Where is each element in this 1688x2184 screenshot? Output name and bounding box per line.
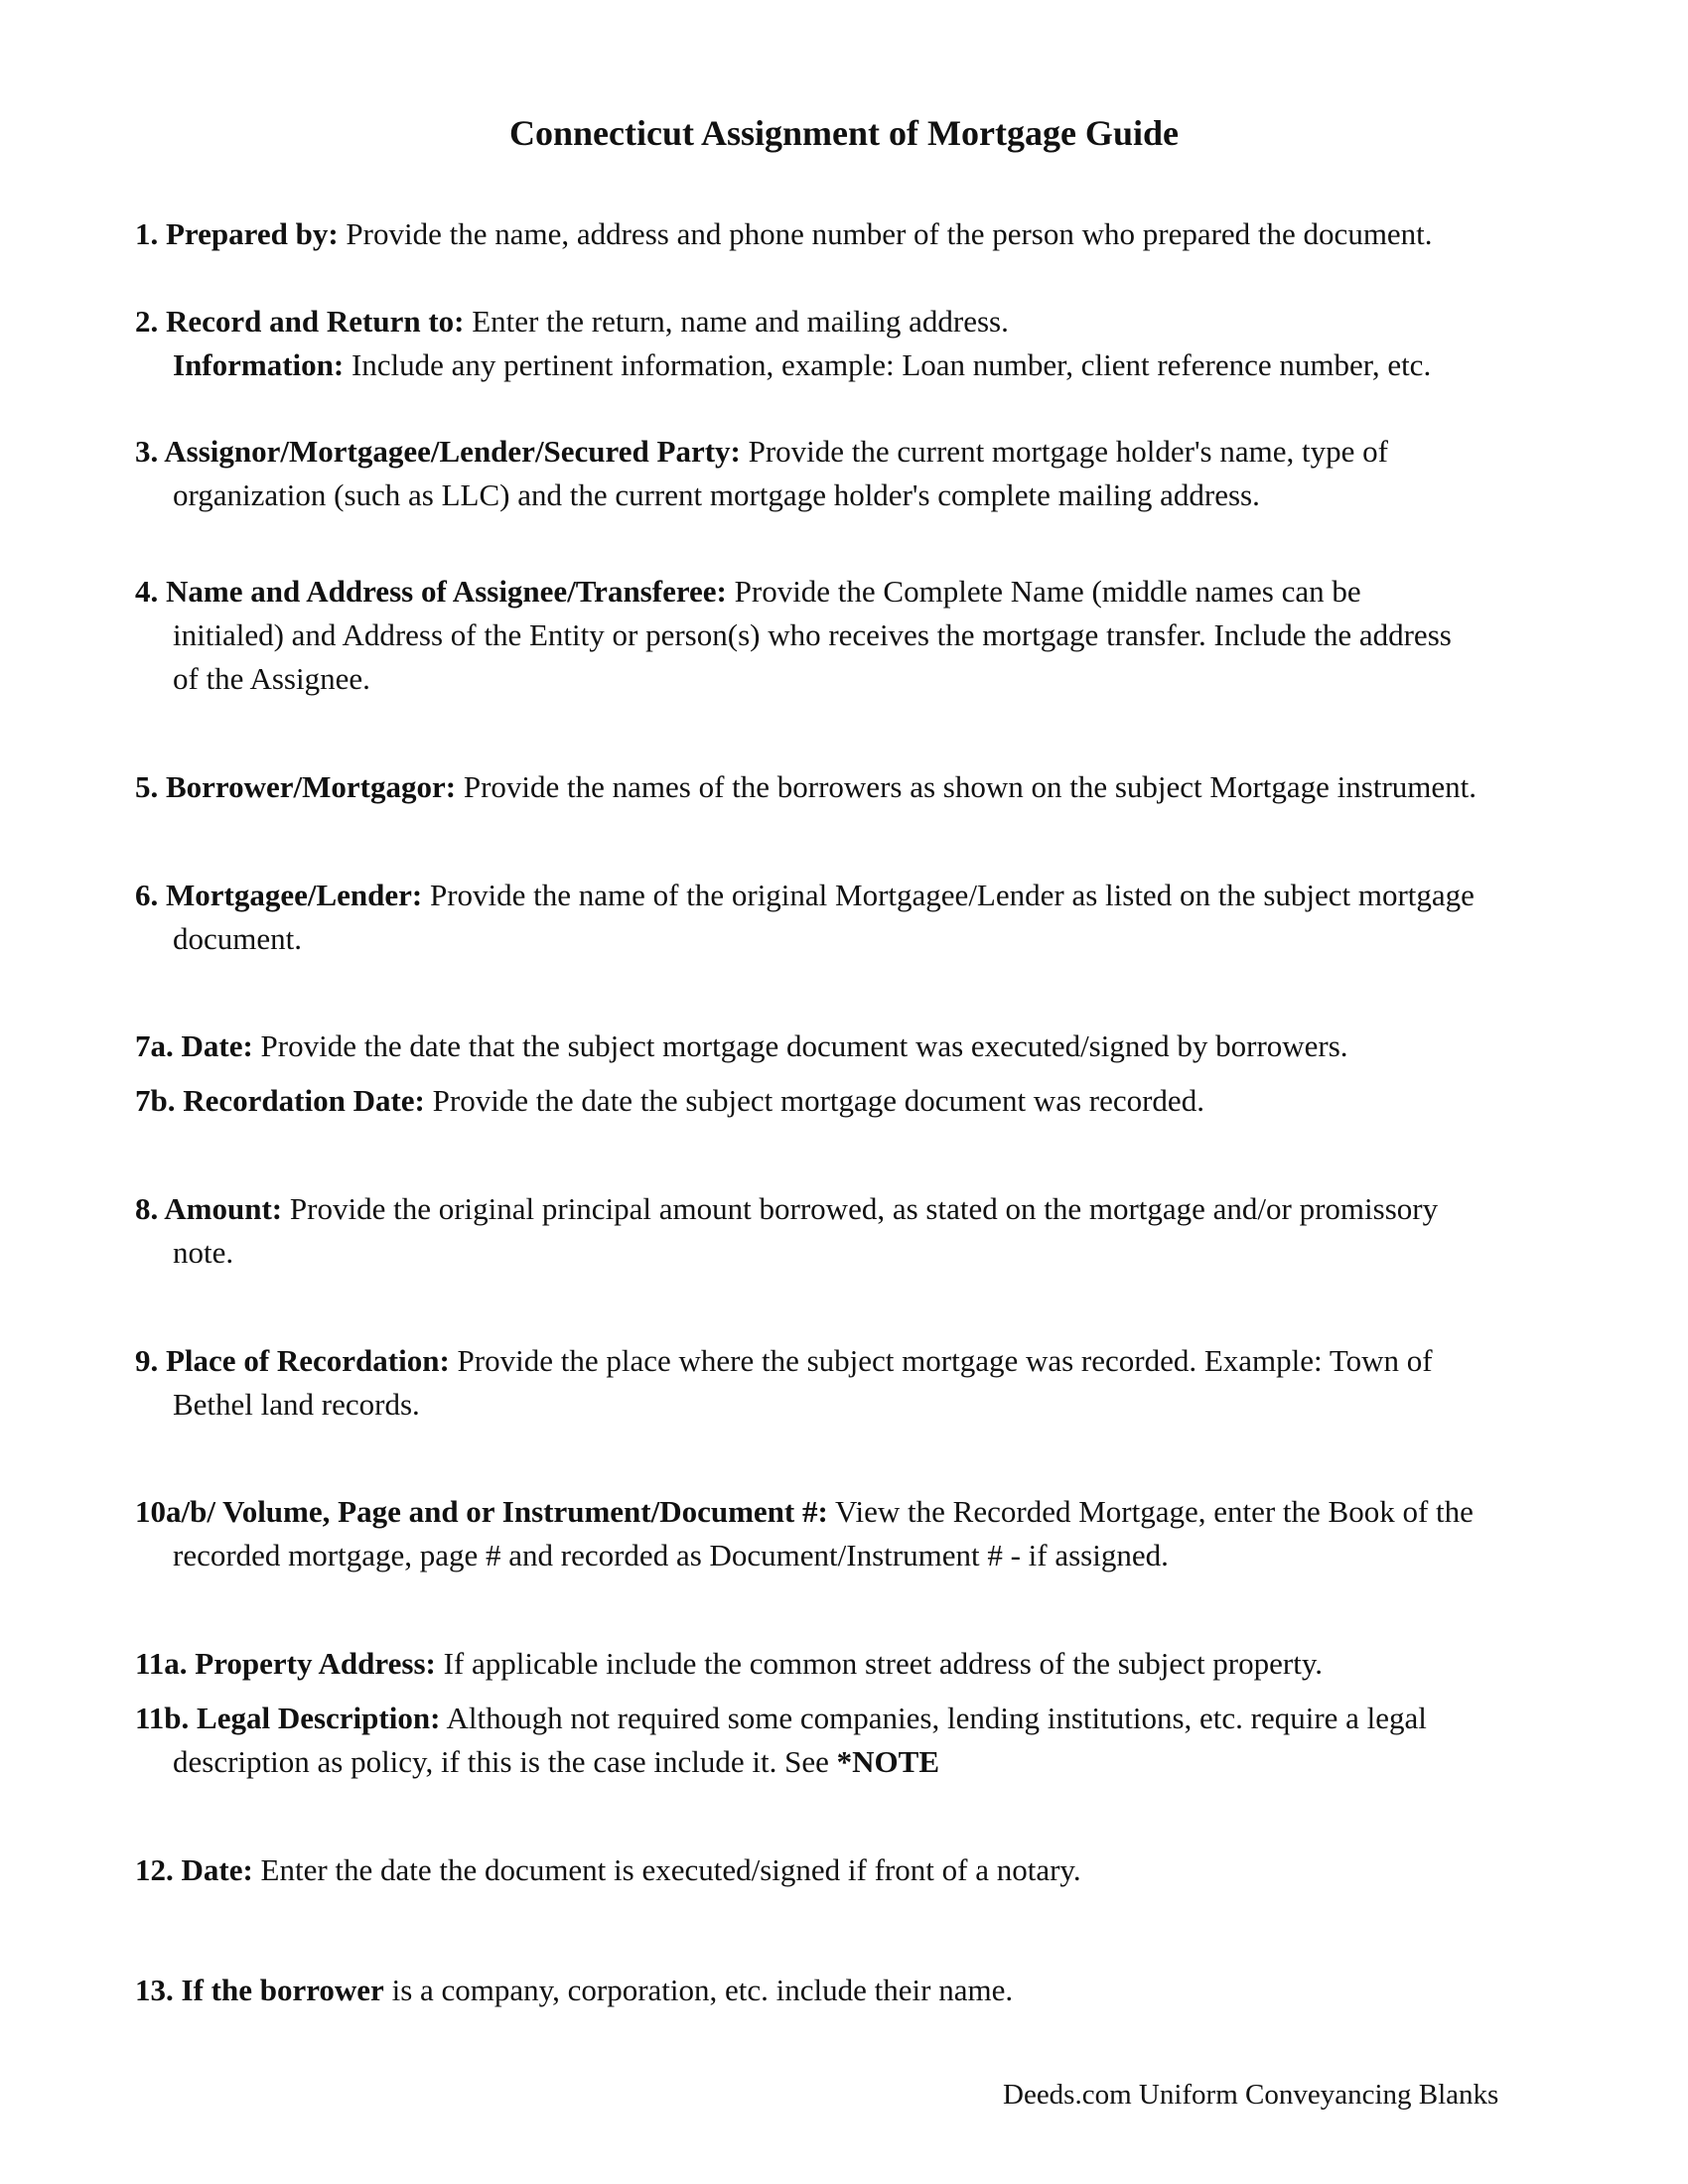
item-subtext: Include any pertinent information, example: Loan number, client reference number, etc. bbox=[344, 347, 1432, 382]
page-title: Connecticut Assignment of Mortgage Guide bbox=[509, 113, 1179, 153]
item-label: 4. Name and Address of Assignee/Transferee: bbox=[135, 574, 727, 609]
item-text: Provide the original principal amount borrowed, as stated on the mortgage and/or promissory bbox=[282, 1191, 1439, 1226]
item-label: 1. Prepared by: bbox=[135, 216, 339, 251]
item-text: Although not required some companies, lending institutions, etc. require a legal bbox=[440, 1701, 1427, 1735]
guide-item-13 bbox=[135, 1969, 1585, 2012]
item-label: 11a. Property Address: bbox=[135, 1646, 436, 1681]
guide-item-4 bbox=[135, 570, 1585, 701]
guide-item-9 bbox=[135, 1339, 1585, 1427]
item-label: 7a. Date: bbox=[135, 1028, 253, 1063]
item-label: 11b. Legal Description: bbox=[135, 1701, 441, 1735]
item-label: 13. If the borrower bbox=[135, 1973, 384, 2007]
item-text: If applicable include the common street address of the subject property. bbox=[435, 1646, 1324, 1681]
item-text: Provide the place where the subject mortgage was recorded. Example: Town of bbox=[449, 1343, 1433, 1378]
item-text: Provide the current mortgage holder's name, type of bbox=[740, 434, 1388, 469]
item-sublabel: Information: bbox=[173, 347, 345, 382]
item-label: 6. Mortgagee/Lender: bbox=[135, 878, 423, 912]
item-text: Enter the date the document is executed/signed if front of a notary. bbox=[252, 1852, 1081, 1887]
item-label: 2. Record and Return to: bbox=[135, 304, 465, 339]
item-text: Provide the name of the original Mortgagee/Lender as listed on the subject mortgage bbox=[422, 878, 1475, 912]
item-label: 7b. Recordation Date: bbox=[135, 1083, 425, 1118]
item-text: Provide the name, address and phone number of the person who prepared the document. bbox=[338, 216, 1433, 251]
item-text-continued: note. bbox=[173, 1235, 234, 1270]
item-label: 12. Date: bbox=[135, 1852, 253, 1887]
note-reference: *NOTE bbox=[836, 1744, 939, 1779]
item-text: is a company, corporation, etc. include their name. bbox=[383, 1973, 1014, 2007]
guide-item-11a bbox=[135, 1642, 1585, 1686]
guide-item-7b bbox=[135, 1079, 1585, 1123]
item-text-continued: description as policy, if this is the case include it. See bbox=[173, 1744, 837, 1779]
guide-item-12 bbox=[135, 1848, 1585, 1892]
item-text: Provide the names of the borrowers as shown on the subject Mortgage instrument. bbox=[456, 769, 1477, 804]
item-text-continued: Bethel land records. bbox=[173, 1387, 420, 1422]
footer-text: Deeds.com Uniform Conveyancing Blanks bbox=[1003, 2079, 1499, 2111]
item-label: 3. Assignor/Mortgagee/Lender/Secured Party: bbox=[135, 434, 741, 469]
item-text-continued: document. bbox=[173, 921, 302, 956]
item-text-continued: initialed) and Address of the Entity or person(s) who receives the mortgage transfer. Include the address bbox=[173, 617, 1452, 652]
item-text: Enter the return, name and mailing address. bbox=[464, 304, 1009, 339]
item-label: 8. Amount: bbox=[135, 1191, 283, 1226]
item-text: Provide the Complete Name (middle names can be bbox=[726, 574, 1361, 609]
guide-item-6 bbox=[135, 874, 1585, 961]
guide-item-8 bbox=[135, 1187, 1585, 1275]
guide-item-1 bbox=[135, 212, 1585, 256]
item-text: View the Recorded Mortgage, enter the Book of the bbox=[827, 1494, 1474, 1529]
guide-item-3 bbox=[135, 430, 1585, 517]
guide-item-2 bbox=[135, 300, 1585, 387]
guide-item-11b bbox=[135, 1697, 1585, 1784]
item-text-continued: recorded mortgage, page # and recorded as Document/Instrument # - if assigned. bbox=[173, 1538, 1169, 1572]
guide-item-10 bbox=[135, 1490, 1585, 1577]
guide-item-7a bbox=[135, 1024, 1585, 1068]
item-label: 5. Borrower/Mortgagor: bbox=[135, 769, 457, 804]
item-label: 9. Place of Recordation: bbox=[135, 1343, 450, 1378]
item-text: Provide the date that the subject mortgage document was executed/signed by borrowers. bbox=[252, 1028, 1348, 1063]
guide-item-5 bbox=[135, 765, 1585, 809]
item-text-continued: organization (such as LLC) and the current mortgage holder's complete mailing address. bbox=[173, 478, 1260, 512]
item-label: 10a/b/ Volume, Page and or Instrument/Document #: bbox=[135, 1494, 828, 1529]
item-text-continued: of the Assignee. bbox=[173, 661, 370, 696]
item-text: Provide the date the subject mortgage document was recorded. bbox=[424, 1083, 1204, 1118]
